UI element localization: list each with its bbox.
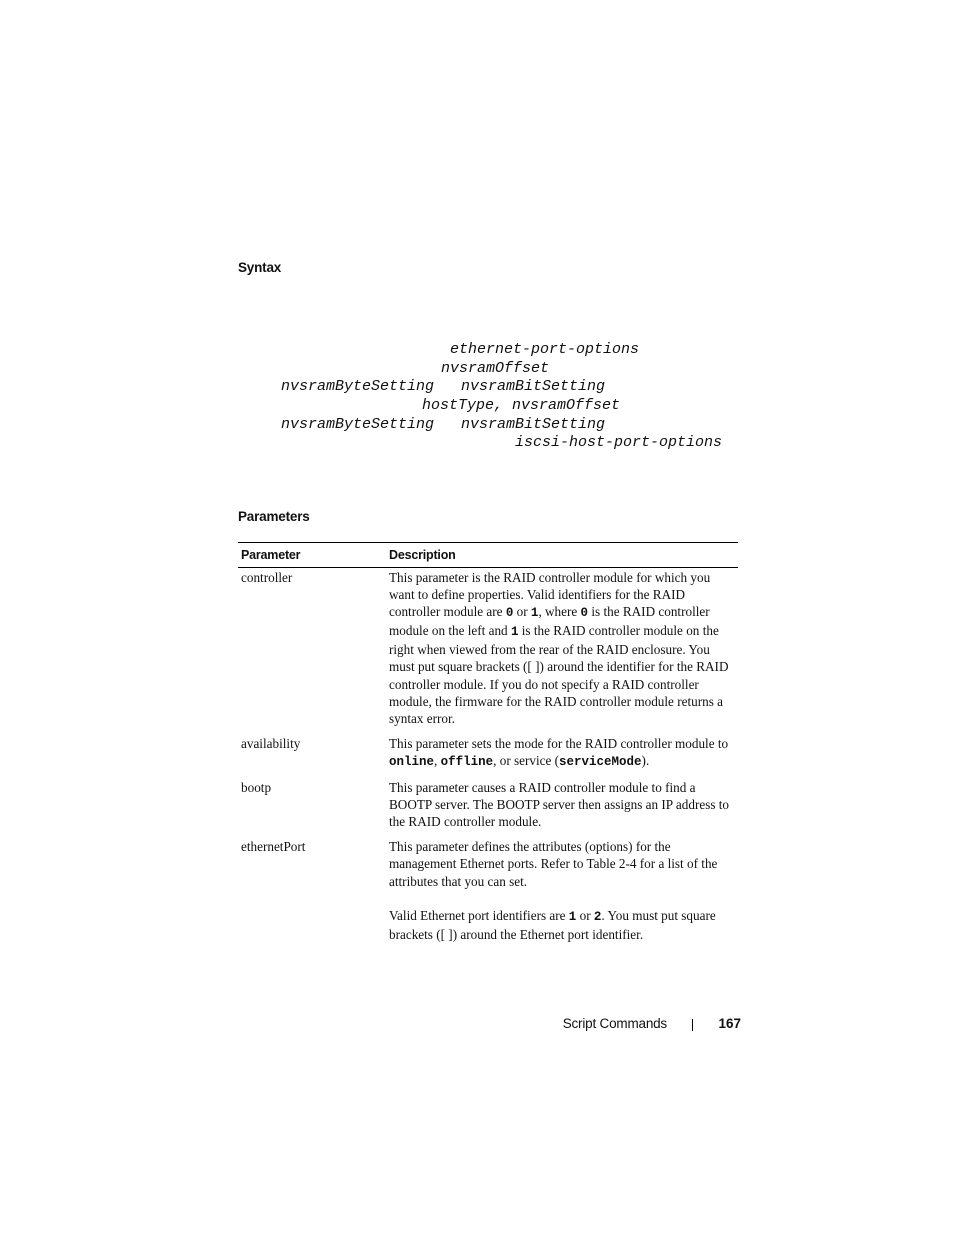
column-header-parameter: Parameter bbox=[241, 548, 301, 562]
parameter-description: This parameter is the RAID controller module for which you want to define properties. Valid identifiers for the RAID controller module are 0 or 1, where 0 is the RAID controller module on the left and 1 is the RAID controller module on the right when viewed from the rear of the RAID enclosure. You must put square brackets ([ ]) around the identifier for the RAID controller module. If you do not specify a RAID controller module, the firmware for the RAID controller module returns a syntax error. bbox=[389, 570, 729, 726]
syntax-line: nvsramByteSetting nvsramBitSetting bbox=[281, 416, 606, 433]
table-row bbox=[238, 838, 738, 942]
syntax-line: nvsramByteSetting nvsramBitSetting bbox=[281, 378, 606, 395]
parameter-description: This parameter defines the attributes (options) for the management Ethernet ports. Refer to Table 2-4 for a list of the attributes that you can set. Valid Ethernet port identifiers are 1 or 2. You must put square brackets ([ ]) around the Ethernet port identifier. bbox=[389, 839, 718, 942]
footer-section-title: Script Commands bbox=[562, 1016, 667, 1031]
table-header bbox=[238, 543, 738, 568]
footer-divider bbox=[692, 1019, 693, 1031]
table-row bbox=[238, 569, 738, 727]
parameters-heading: Parameters bbox=[238, 509, 310, 524]
page-number: 167 bbox=[718, 1016, 741, 1031]
syntax-heading: Syntax bbox=[238, 260, 282, 275]
table-row bbox=[238, 735, 738, 771]
parameter-description: This parameter sets the mode for the RAID controller module to online, offline, or service (serviceMode). bbox=[389, 735, 729, 769]
parameter-name: controller bbox=[241, 570, 293, 585]
syntax-line: nvsramOffset bbox=[441, 360, 550, 377]
parameter-name: availability bbox=[241, 735, 301, 751]
table-row bbox=[238, 779, 738, 830]
parameters-table bbox=[238, 542, 738, 943]
syntax-line: ethernet-port-options bbox=[450, 341, 640, 358]
parameter-name: bootp bbox=[241, 780, 272, 796]
parameter-name: ethernetPort bbox=[241, 839, 306, 855]
syntax-line: hostType, nvsramOffset bbox=[422, 397, 621, 414]
syntax-line: iscsi-host-port-options bbox=[515, 434, 723, 451]
parameter-description: This parameter causes a RAID controller module to find a BOOTP server. The BOOTP server then assigns an IP address to the RAID controller module. bbox=[389, 780, 730, 830]
column-header-description: Description bbox=[389, 548, 456, 562]
